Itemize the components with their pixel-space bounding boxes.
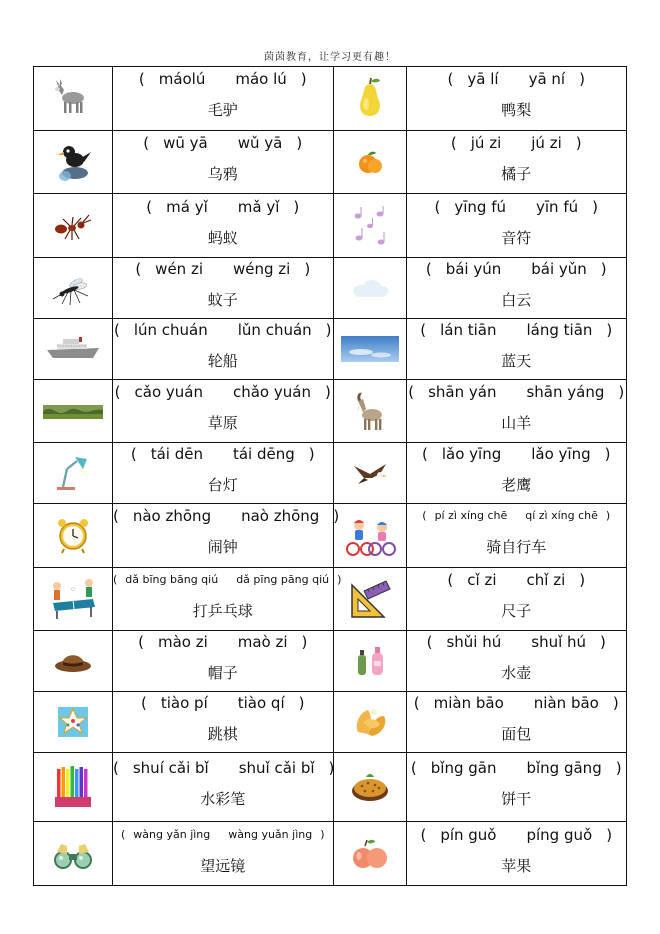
close-paren: ) bbox=[296, 133, 303, 152]
pinyin-choice-cell bbox=[113, 443, 334, 504]
open-paren: ( bbox=[434, 197, 441, 216]
chinese-word: 打乒乓球 bbox=[192, 601, 253, 620]
pinyin-option-1[interactable]: pí zì xíng chē bbox=[434, 509, 508, 523]
picture-cell bbox=[34, 631, 113, 692]
open-paren: ( bbox=[143, 133, 150, 152]
chinese-word: 台灯 bbox=[207, 476, 238, 495]
pinyin-options bbox=[113, 195, 333, 219]
pinyin-options bbox=[407, 257, 627, 281]
open-paren: ( bbox=[113, 507, 119, 526]
picture-cell bbox=[34, 567, 113, 631]
chinese-word: 鸭梨 bbox=[501, 101, 532, 120]
pinyin-choice-cell bbox=[406, 257, 627, 318]
pinyin-choice-cell bbox=[406, 567, 627, 631]
pinyin-options bbox=[407, 442, 627, 466]
picture-cell bbox=[34, 318, 113, 379]
chinese-word: 音符 bbox=[501, 228, 532, 247]
pinyin-choice-cell bbox=[113, 194, 334, 258]
pinyin-options bbox=[113, 67, 333, 91]
pinyin-choice-cell bbox=[113, 67, 334, 131]
pinyin-choice-cell bbox=[406, 379, 627, 443]
pinyin-options bbox=[113, 442, 333, 466]
close-paren: ) bbox=[337, 572, 342, 586]
open-paren: ( bbox=[422, 509, 427, 523]
picture-cell bbox=[333, 318, 406, 379]
pinyin-option-1[interactable]: mào zi bbox=[157, 633, 208, 652]
chinese-word: 蓝天 bbox=[501, 351, 532, 370]
pinyin-options bbox=[113, 504, 340, 528]
pinyin-option-2[interactable]: shān yáng bbox=[526, 382, 605, 401]
hat-icon bbox=[53, 651, 93, 670]
chinese-word: 蚂蚁 bbox=[207, 228, 238, 247]
close-paren: ) bbox=[618, 382, 625, 401]
open-paren: ( bbox=[450, 133, 457, 152]
pinyin-option-1[interactable]: tái dēn bbox=[150, 445, 203, 464]
pinyin-options bbox=[113, 691, 333, 715]
worksheet-row bbox=[34, 379, 627, 443]
close-paren: ) bbox=[579, 70, 585, 89]
pinyin-option-2[interactable]: láng tiān bbox=[526, 320, 593, 339]
open-paren: ( bbox=[138, 633, 144, 652]
open-paren: ( bbox=[114, 382, 121, 401]
close-paren: ) bbox=[301, 633, 308, 652]
pinyin-option-1[interactable]: wū yā bbox=[163, 133, 208, 152]
pinyin-choice-cell bbox=[406, 130, 627, 194]
pinyin-option-1[interactable]: yīng fú bbox=[454, 197, 507, 216]
pinyin-options bbox=[407, 318, 627, 342]
pinyin-option-2[interactable]: wéng zi bbox=[232, 259, 291, 278]
open-paren: ( bbox=[113, 320, 120, 339]
chinese-word: 苹果 bbox=[501, 856, 532, 875]
open-paren: ( bbox=[138, 70, 145, 89]
pinyin-option-1[interactable]: bǐng gān bbox=[430, 759, 497, 778]
pinyin-option-1[interactable]: bái yún bbox=[445, 259, 502, 278]
pinyin-options bbox=[407, 67, 627, 91]
pinyin-option-2[interactable]: lǔn chuán bbox=[237, 320, 312, 339]
pinyin-option-1[interactable]: lún chuán bbox=[133, 320, 208, 339]
pinyin-option-2[interactable]: máo lú bbox=[235, 70, 287, 89]
picture-cell bbox=[333, 567, 406, 631]
watercolor-pens-icon bbox=[51, 777, 95, 796]
pinyin-option-2[interactable]: lǎo yīng bbox=[531, 445, 591, 464]
picture-cell bbox=[333, 752, 406, 821]
close-paren: ) bbox=[606, 320, 613, 339]
pinyin-option-2[interactable]: wàng yuǎn jìng bbox=[228, 827, 313, 841]
pinyin-worksheet-table bbox=[33, 66, 627, 886]
pinyin-option-2[interactable]: maò zi bbox=[237, 633, 288, 652]
desk-lamp-icon bbox=[53, 463, 93, 482]
worksheet-row bbox=[34, 822, 627, 886]
worksheet-row bbox=[34, 257, 627, 318]
chinese-word: 水壶 bbox=[501, 664, 532, 683]
picture-cell bbox=[34, 752, 113, 821]
pinyin-choice-cell bbox=[406, 692, 627, 753]
mosquito-icon bbox=[50, 277, 96, 296]
pinyin-option-2[interactable]: shuǐ hú bbox=[531, 633, 587, 652]
pinyin-option-2[interactable]: shuǐ cǎi bǐ bbox=[238, 759, 315, 778]
pinyin-option-1[interactable]: lán tiān bbox=[440, 320, 497, 339]
pinyin-options bbox=[113, 756, 333, 780]
open-paren: ( bbox=[420, 825, 427, 844]
picture-cell bbox=[333, 257, 406, 318]
open-paren: ( bbox=[413, 694, 420, 712]
open-paren: ( bbox=[135, 259, 142, 278]
pinyin-choice-cell bbox=[113, 752, 334, 821]
pinyin-option-2[interactable]: qí zì xíng chē bbox=[525, 509, 598, 523]
close-paren: ) bbox=[308, 445, 315, 464]
picture-cell bbox=[333, 443, 406, 504]
close-paren: ) bbox=[325, 320, 332, 339]
chinese-word: 尺子 bbox=[501, 601, 532, 620]
pinyin-options bbox=[113, 380, 333, 404]
pinyin-option-2[interactable]: bái yǔn bbox=[531, 259, 587, 278]
pinyin-options bbox=[407, 630, 627, 654]
pinyin-choice-cell bbox=[406, 443, 627, 504]
open-paren: ( bbox=[447, 570, 454, 589]
pinyin-options bbox=[407, 568, 627, 592]
close-paren: ) bbox=[605, 509, 611, 523]
close-paren: ) bbox=[293, 197, 300, 216]
close-paren: ) bbox=[304, 259, 311, 278]
worksheet-row bbox=[34, 318, 627, 379]
open-paren: ( bbox=[113, 572, 118, 586]
chinese-word: 草原 bbox=[207, 413, 238, 432]
picture-cell bbox=[333, 504, 406, 568]
pinyin-option-1[interactable]: wén zi bbox=[155, 259, 203, 278]
close-paren: ) bbox=[615, 759, 622, 778]
open-paren: ( bbox=[141, 694, 147, 712]
picture-cell bbox=[333, 130, 406, 194]
picture-cell bbox=[34, 692, 113, 753]
worksheet-row bbox=[34, 631, 627, 692]
picture-cell bbox=[34, 504, 113, 568]
crow-icon bbox=[51, 151, 95, 170]
open-paren: ( bbox=[120, 827, 126, 841]
pinyin-option-1[interactable]: má yǐ bbox=[166, 197, 208, 216]
chinese-word: 跳棋 bbox=[207, 725, 238, 743]
pinyin-option-1[interactable]: pín guǒ bbox=[440, 825, 497, 844]
close-paren: ) bbox=[604, 445, 611, 464]
picture-cell bbox=[333, 379, 406, 443]
pinyin-option-1[interactable]: tiào pí bbox=[160, 694, 208, 712]
donkey-icon bbox=[53, 88, 93, 107]
pinyin-option-2[interactable]: yīn fú bbox=[536, 197, 579, 216]
pinyin-option-2[interactable]: niàn bāo bbox=[533, 694, 599, 712]
bicycle-kids-icon bbox=[344, 525, 396, 544]
worksheet-row bbox=[34, 194, 627, 258]
chinese-word: 山羊 bbox=[501, 413, 532, 432]
picture-cell bbox=[34, 130, 113, 194]
picture-cell bbox=[333, 631, 406, 692]
pinyin-option-2[interactable]: jú zi bbox=[531, 133, 562, 152]
chinese-word: 骑自行车 bbox=[486, 538, 547, 557]
pinyin-option-2[interactable]: bǐng gāng bbox=[526, 759, 602, 778]
worksheet-row bbox=[34, 504, 627, 568]
open-paren: ( bbox=[113, 759, 119, 778]
pinyin-option-2[interactable]: chǎo yuán bbox=[232, 382, 311, 401]
grassland-icon bbox=[43, 401, 103, 420]
pinyin-options bbox=[407, 195, 627, 219]
pinyin-option-1[interactable]: dǎ bīng bāng qiú bbox=[125, 572, 219, 586]
chinese-word: 老鹰 bbox=[501, 476, 532, 495]
picture-cell bbox=[333, 194, 406, 258]
chinese-word: 望远镜 bbox=[200, 856, 246, 875]
worksheet-row bbox=[34, 692, 627, 753]
picture-cell bbox=[333, 822, 406, 886]
close-paren: ) bbox=[298, 694, 305, 712]
ping-pong-icon bbox=[47, 588, 99, 607]
blue-sky-icon bbox=[341, 338, 399, 357]
pinyin-option-1[interactable]: nào zhōng bbox=[132, 507, 212, 526]
close-paren: ) bbox=[579, 570, 586, 589]
pinyin-options bbox=[113, 131, 333, 155]
pinyin-option-2[interactable]: chǐ zi bbox=[526, 570, 566, 589]
picture-cell bbox=[34, 257, 113, 318]
chinese-word: 白云 bbox=[501, 290, 532, 309]
goat-icon bbox=[350, 400, 390, 419]
picture-cell bbox=[333, 67, 406, 131]
pinyin-option-1[interactable]: shān yán bbox=[428, 382, 497, 401]
pinyin-options bbox=[113, 823, 333, 847]
pinyin-option-1[interactable]: jú zi bbox=[470, 133, 502, 152]
close-paren: ) bbox=[324, 382, 331, 401]
chinese-word: 乌鸦 bbox=[207, 164, 238, 183]
pinyin-choice-cell bbox=[113, 567, 342, 631]
pinyin-choice-cell bbox=[406, 752, 627, 821]
pinyin-choice-cell bbox=[113, 504, 340, 568]
open-paren: ( bbox=[130, 445, 137, 464]
pinyin-options bbox=[407, 823, 627, 847]
pinyin-choice-cell bbox=[406, 194, 627, 258]
pinyin-options bbox=[407, 691, 627, 715]
picture-cell bbox=[333, 692, 406, 753]
ship-icon bbox=[45, 338, 101, 357]
pinyin-option-2[interactable]: tiào qí bbox=[237, 694, 285, 712]
close-paren: ) bbox=[600, 633, 606, 652]
eagle-icon bbox=[350, 463, 390, 482]
pear-icon bbox=[352, 88, 388, 107]
pinyin-option-1[interactable]: shǔi hú bbox=[446, 633, 502, 652]
chinese-word: 毛驴 bbox=[207, 101, 238, 120]
pinyin-choice-cell bbox=[406, 631, 627, 692]
pinyin-choice-cell bbox=[113, 631, 334, 692]
open-paren: ( bbox=[426, 633, 433, 652]
close-paren: ) bbox=[333, 507, 340, 526]
picture-cell bbox=[34, 67, 113, 131]
worksheet-row bbox=[34, 752, 627, 821]
kettle-icon bbox=[350, 651, 390, 670]
pinyin-choice-cell bbox=[406, 318, 627, 379]
open-paren: ( bbox=[447, 70, 454, 89]
pinyin-option-2[interactable]: mǎ yǐ bbox=[237, 197, 280, 216]
alarm-clock-icon bbox=[54, 525, 92, 544]
pinyin-option-1[interactable]: wàng yǎn jìng bbox=[133, 827, 211, 841]
pinyin-option-1[interactable]: máolú bbox=[158, 70, 206, 89]
open-paren: ( bbox=[146, 197, 153, 216]
pinyin-options bbox=[113, 630, 333, 654]
tangerine-icon bbox=[353, 151, 387, 170]
open-paren: ( bbox=[408, 382, 415, 401]
chinese-word: 帽子 bbox=[207, 664, 238, 683]
pinyin-option-1[interactable]: cǐ zi bbox=[467, 570, 497, 589]
pinyin-choice-cell bbox=[113, 130, 334, 194]
chinese-word: 蚊子 bbox=[207, 290, 238, 309]
open-paren: ( bbox=[422, 445, 428, 464]
pinyin-option-2[interactable]: tái dēng bbox=[232, 445, 295, 464]
pinyin-option-2[interactable]: yā ní bbox=[528, 70, 566, 89]
ruler-icon bbox=[348, 588, 392, 607]
bread-icon bbox=[350, 712, 390, 731]
worksheet-row bbox=[34, 443, 627, 504]
close-paren: ) bbox=[592, 197, 598, 216]
close-paren: ) bbox=[600, 259, 607, 278]
pinyin-options bbox=[407, 756, 627, 780]
pinyin-option-2[interactable]: dǎ pīng pāng qiú bbox=[236, 572, 330, 586]
worksheet-row bbox=[34, 130, 627, 194]
worksheet-row bbox=[34, 67, 627, 131]
pinyin-option-1[interactable]: cǎo yuán bbox=[134, 382, 203, 401]
chinese-word: 面包 bbox=[501, 725, 532, 743]
picture-cell bbox=[34, 822, 113, 886]
pinyin-options bbox=[407, 504, 627, 528]
pinyin-options bbox=[407, 131, 627, 155]
pinyin-option-1[interactable]: yā lí bbox=[467, 70, 499, 89]
ant-icon bbox=[51, 215, 95, 234]
worksheet-row bbox=[34, 567, 627, 631]
cloud-icon bbox=[348, 277, 392, 296]
pinyin-option-2[interactable]: wǔ yā bbox=[237, 133, 283, 152]
chinese-word: 水彩笔 bbox=[200, 790, 246, 809]
pinyin-choice-cell bbox=[113, 318, 334, 379]
pinyin-options bbox=[113, 568, 342, 592]
pinyin-choice-cell bbox=[406, 504, 627, 568]
close-paren: ) bbox=[575, 133, 582, 152]
pinyin-option-1[interactable]: shuí cǎi bǐ bbox=[132, 759, 209, 778]
chinese-word: 闹钟 bbox=[207, 538, 238, 557]
close-paren: ) bbox=[320, 827, 325, 841]
close-paren: ) bbox=[300, 70, 307, 89]
pinyin-options bbox=[407, 380, 627, 404]
pinyin-option-2[interactable]: naò zhōng bbox=[241, 507, 320, 526]
pinyin-option-1[interactable]: miàn bāo bbox=[433, 694, 504, 712]
binoculars-icon bbox=[51, 843, 95, 862]
open-paren: ( bbox=[420, 320, 427, 339]
pinyin-choice-cell bbox=[113, 257, 334, 318]
chinese-word: 轮船 bbox=[207, 351, 238, 370]
picture-cell bbox=[34, 379, 113, 443]
chinese-word: 橘子 bbox=[501, 164, 532, 183]
pinyin-choice-cell bbox=[406, 67, 627, 131]
pinyin-choice-cell bbox=[113, 692, 334, 753]
page-header: 茵茵教育，让学习更有趣！ bbox=[264, 52, 396, 63]
music-notes-icon bbox=[350, 215, 390, 234]
pinyin-option-1[interactable]: lǎo yīng bbox=[441, 445, 502, 464]
pinyin-options bbox=[113, 257, 333, 281]
pinyin-option-2[interactable]: píng guǒ bbox=[526, 825, 593, 844]
open-paren: ( bbox=[425, 259, 432, 278]
pinyin-options bbox=[113, 318, 333, 342]
pinyin-choice-cell bbox=[113, 822, 334, 886]
biscuit-icon bbox=[348, 777, 392, 796]
close-paren: ) bbox=[606, 825, 613, 844]
close-paren: ) bbox=[612, 694, 619, 712]
checkers-icon bbox=[56, 712, 90, 731]
close-paren: ) bbox=[328, 759, 335, 778]
open-paren: ( bbox=[410, 759, 417, 778]
apple-icon bbox=[345, 843, 395, 862]
picture-cell bbox=[34, 443, 113, 504]
pinyin-choice-cell bbox=[113, 379, 334, 443]
pinyin-choice-cell bbox=[406, 822, 627, 886]
chinese-word: 饼干 bbox=[501, 790, 532, 809]
picture-cell bbox=[34, 194, 113, 258]
